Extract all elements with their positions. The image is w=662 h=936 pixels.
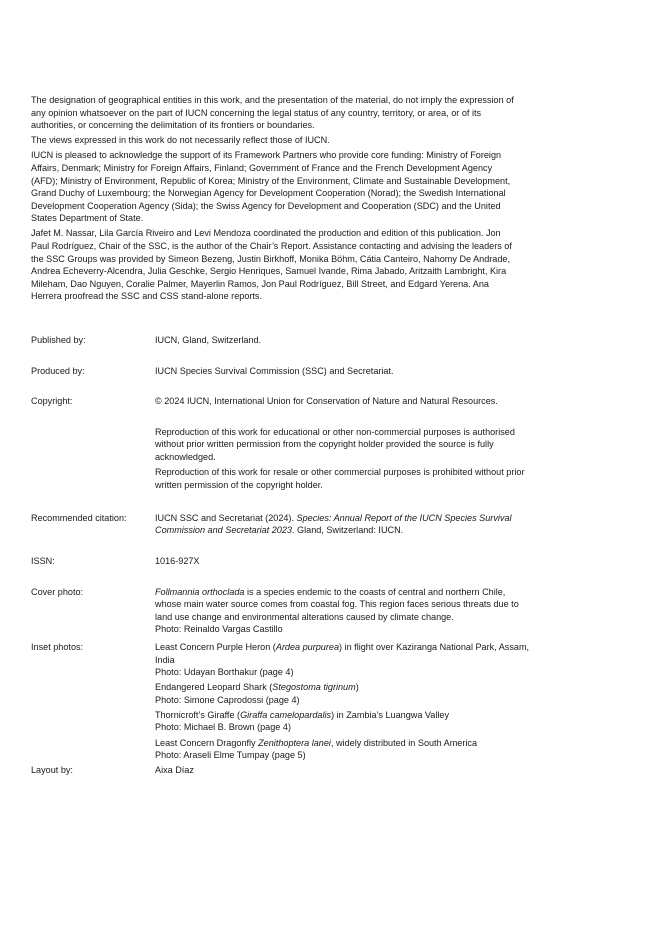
layout-by-value: Aixa Díaz bbox=[155, 765, 194, 776]
cover-photo-caption bbox=[155, 586, 531, 624]
designation-disclaimer: The designation of geographical entities in this work, and the presentation of the material, do not imply the expression of any opinion whatsoever on the part of IUCN concerning the legal status of any country, territory, or area, or of its authorities, or concerning the delimitation of its frontiers or boundaries. bbox=[31, 95, 514, 131]
issn-label: ISSN: bbox=[31, 555, 55, 566]
cover-caption-text: is a species endemic to the coasts of central and northern Chile, whose main water source comes from coastal fog. This region faces serious threats due to land use change and environmental alterations caused by climate change. bbox=[155, 586, 519, 622]
citation-publisher: . Gland, Switzerland: IUCN. bbox=[291, 525, 404, 536]
inset-photo-credit: Photo: Simone Caprodossi (page 4) bbox=[155, 694, 300, 705]
reproduction-commercial: Reproduction of this work for resale or other commercial purposes is prohibited without prior written permission of the copyright holder. bbox=[155, 467, 525, 490]
citation-row bbox=[31, 512, 531, 537]
published-by-value: IUCN, Gland, Switzerland. bbox=[155, 335, 262, 345]
inset-species-name: Stegostoma tigrinum bbox=[272, 682, 356, 693]
produced-by-value: IUCN Species Survival Commission (SSC) and Secretariat. bbox=[155, 365, 394, 376]
issn-value: 1016-927X bbox=[155, 555, 200, 566]
produced-by-label: Produced by: bbox=[31, 365, 85, 376]
copyright-label: Copyright: bbox=[31, 396, 73, 407]
inset-photos-label: Inset photos: bbox=[31, 641, 84, 652]
copyright-row bbox=[31, 395, 531, 408]
produced-by-row bbox=[31, 365, 531, 378]
cover-photo-label: Cover photo: bbox=[31, 586, 84, 597]
citation-title: Species: Annual Report of the IUCN Species Survival Commission and Secretariat 2023 bbox=[155, 512, 512, 536]
citation-value bbox=[155, 512, 531, 537]
copyright-value: © 2024 IUCN, International Union for Conservation of Nature and Natural Resources. bbox=[155, 396, 498, 407]
cover-species-name: Follmannia orthoclada bbox=[155, 586, 245, 597]
inset-photos-row bbox=[31, 641, 531, 764]
inset-photo-caption: Thornicroft’s Giraffe (Giraffa camelopardalis) in Zambia’s Luangwa Valley Photo: Michael B. Brown (page 4) bbox=[155, 709, 450, 733]
inset-photo-credit: Photo: Udayan Borthakur (page 4) bbox=[155, 667, 294, 678]
inset-photo-caption: Endangered Leopard Shark (Stegostoma tigrinum) Photo: Simone Caprodossi (page 4) bbox=[155, 682, 359, 705]
layout-by-row bbox=[31, 764, 531, 777]
inset-species-name: Giraffa camelopardalis bbox=[240, 709, 332, 720]
inset-photo-caption: Least Concern Dragonfly Zenithoptera lanei, widely distributed in South America Photo: Araseli Elme Tumpay (page 5) bbox=[155, 737, 478, 761]
views-disclaimer: The views expressed in this work do not necessarily reflect those of IUCN. bbox=[31, 135, 330, 146]
citation-label: Recommended citation: bbox=[31, 512, 127, 523]
cover-photo-credit: Photo: Reinaldo Vargas Castillo bbox=[155, 624, 283, 635]
cover-photo-row bbox=[31, 586, 531, 636]
inset-photo-credit: Photo: Araseli Elme Tumpay (page 5) bbox=[155, 750, 306, 761]
inset-species-name: Ardea purpurea bbox=[275, 641, 340, 652]
disclaimer-section bbox=[31, 94, 521, 306]
issn-row bbox=[31, 555, 531, 568]
production-credits: Jafet M. Nassar, Lila García Riveiro and Levi Mendoza coordinated the production and edition of this publication. Jon Paul Rodríguez, Chair of the SSC, is the author of the Chair’s Report. Assistance contacting and advising the leaders of the SSC Groups was provided by Simeon Bezeng, Justin Birkhoff, Monika Böhm, Cátia Canteiro, Nahomy De Andrade, Andrea Echeverry-Alcendra, Julia Geschke, Sergio Henriques, Samuel Ivande, Rima Jabado, Aritzaith Lambright, Kira Mileham, Dao Nguyen, Coralie Palmer, Mayerlin Ramos, Jon Paul Rodríguez, Bill Street, and Edgard Yerena. Ana Herrera proofread the SSC and CSS stand-alone reports. bbox=[31, 228, 512, 302]
reproduction-row bbox=[31, 426, 531, 494]
layout-by-label: Layout by: bbox=[31, 765, 73, 776]
published-by-row bbox=[31, 334, 531, 347]
reproduction-non-commercial: Reproduction of this work for educational or other non-commercial purposes is authorised without prior written permission from the copyright holder provided the source is fully acknowledged. bbox=[155, 426, 515, 462]
publication-details bbox=[31, 334, 531, 777]
citation-authors: IUCN SSC and Secretariat (2024). bbox=[155, 512, 297, 523]
published-by-label: Published by: bbox=[31, 335, 86, 345]
framework-partners-acknowledgement: IUCN is pleased to acknowledge the support of its Framework Partners who provide core funding: Ministry of Foreign Affairs, Denmark; Ministry for Foreign Affairs, Finland; Government of France and the French Development Agency (AFD); Ministry of Environment, Republic of Korea; Ministry of the Environment, Climate and Sustainable Development, Grand Duchy of Luxembourg; the Norwegian Agency for Development Cooperation (Norad); the Swedish International Development Cooperation Agency (Sida); the Swiss Agency for Development and Cooperation (SDC) and the United States Department of State. bbox=[31, 150, 511, 224]
inset-photo-credit: Photo: Michael B. Brown (page 4) bbox=[155, 722, 291, 733]
inset-species-name: Zenithoptera lanei bbox=[258, 737, 331, 748]
inset-photo-caption: Least Concern Purple Heron (Ardea purpurea) in flight over Kaziranga National Park, Assam, India Photo: Udayan Borthakur (page 4) bbox=[155, 641, 530, 678]
